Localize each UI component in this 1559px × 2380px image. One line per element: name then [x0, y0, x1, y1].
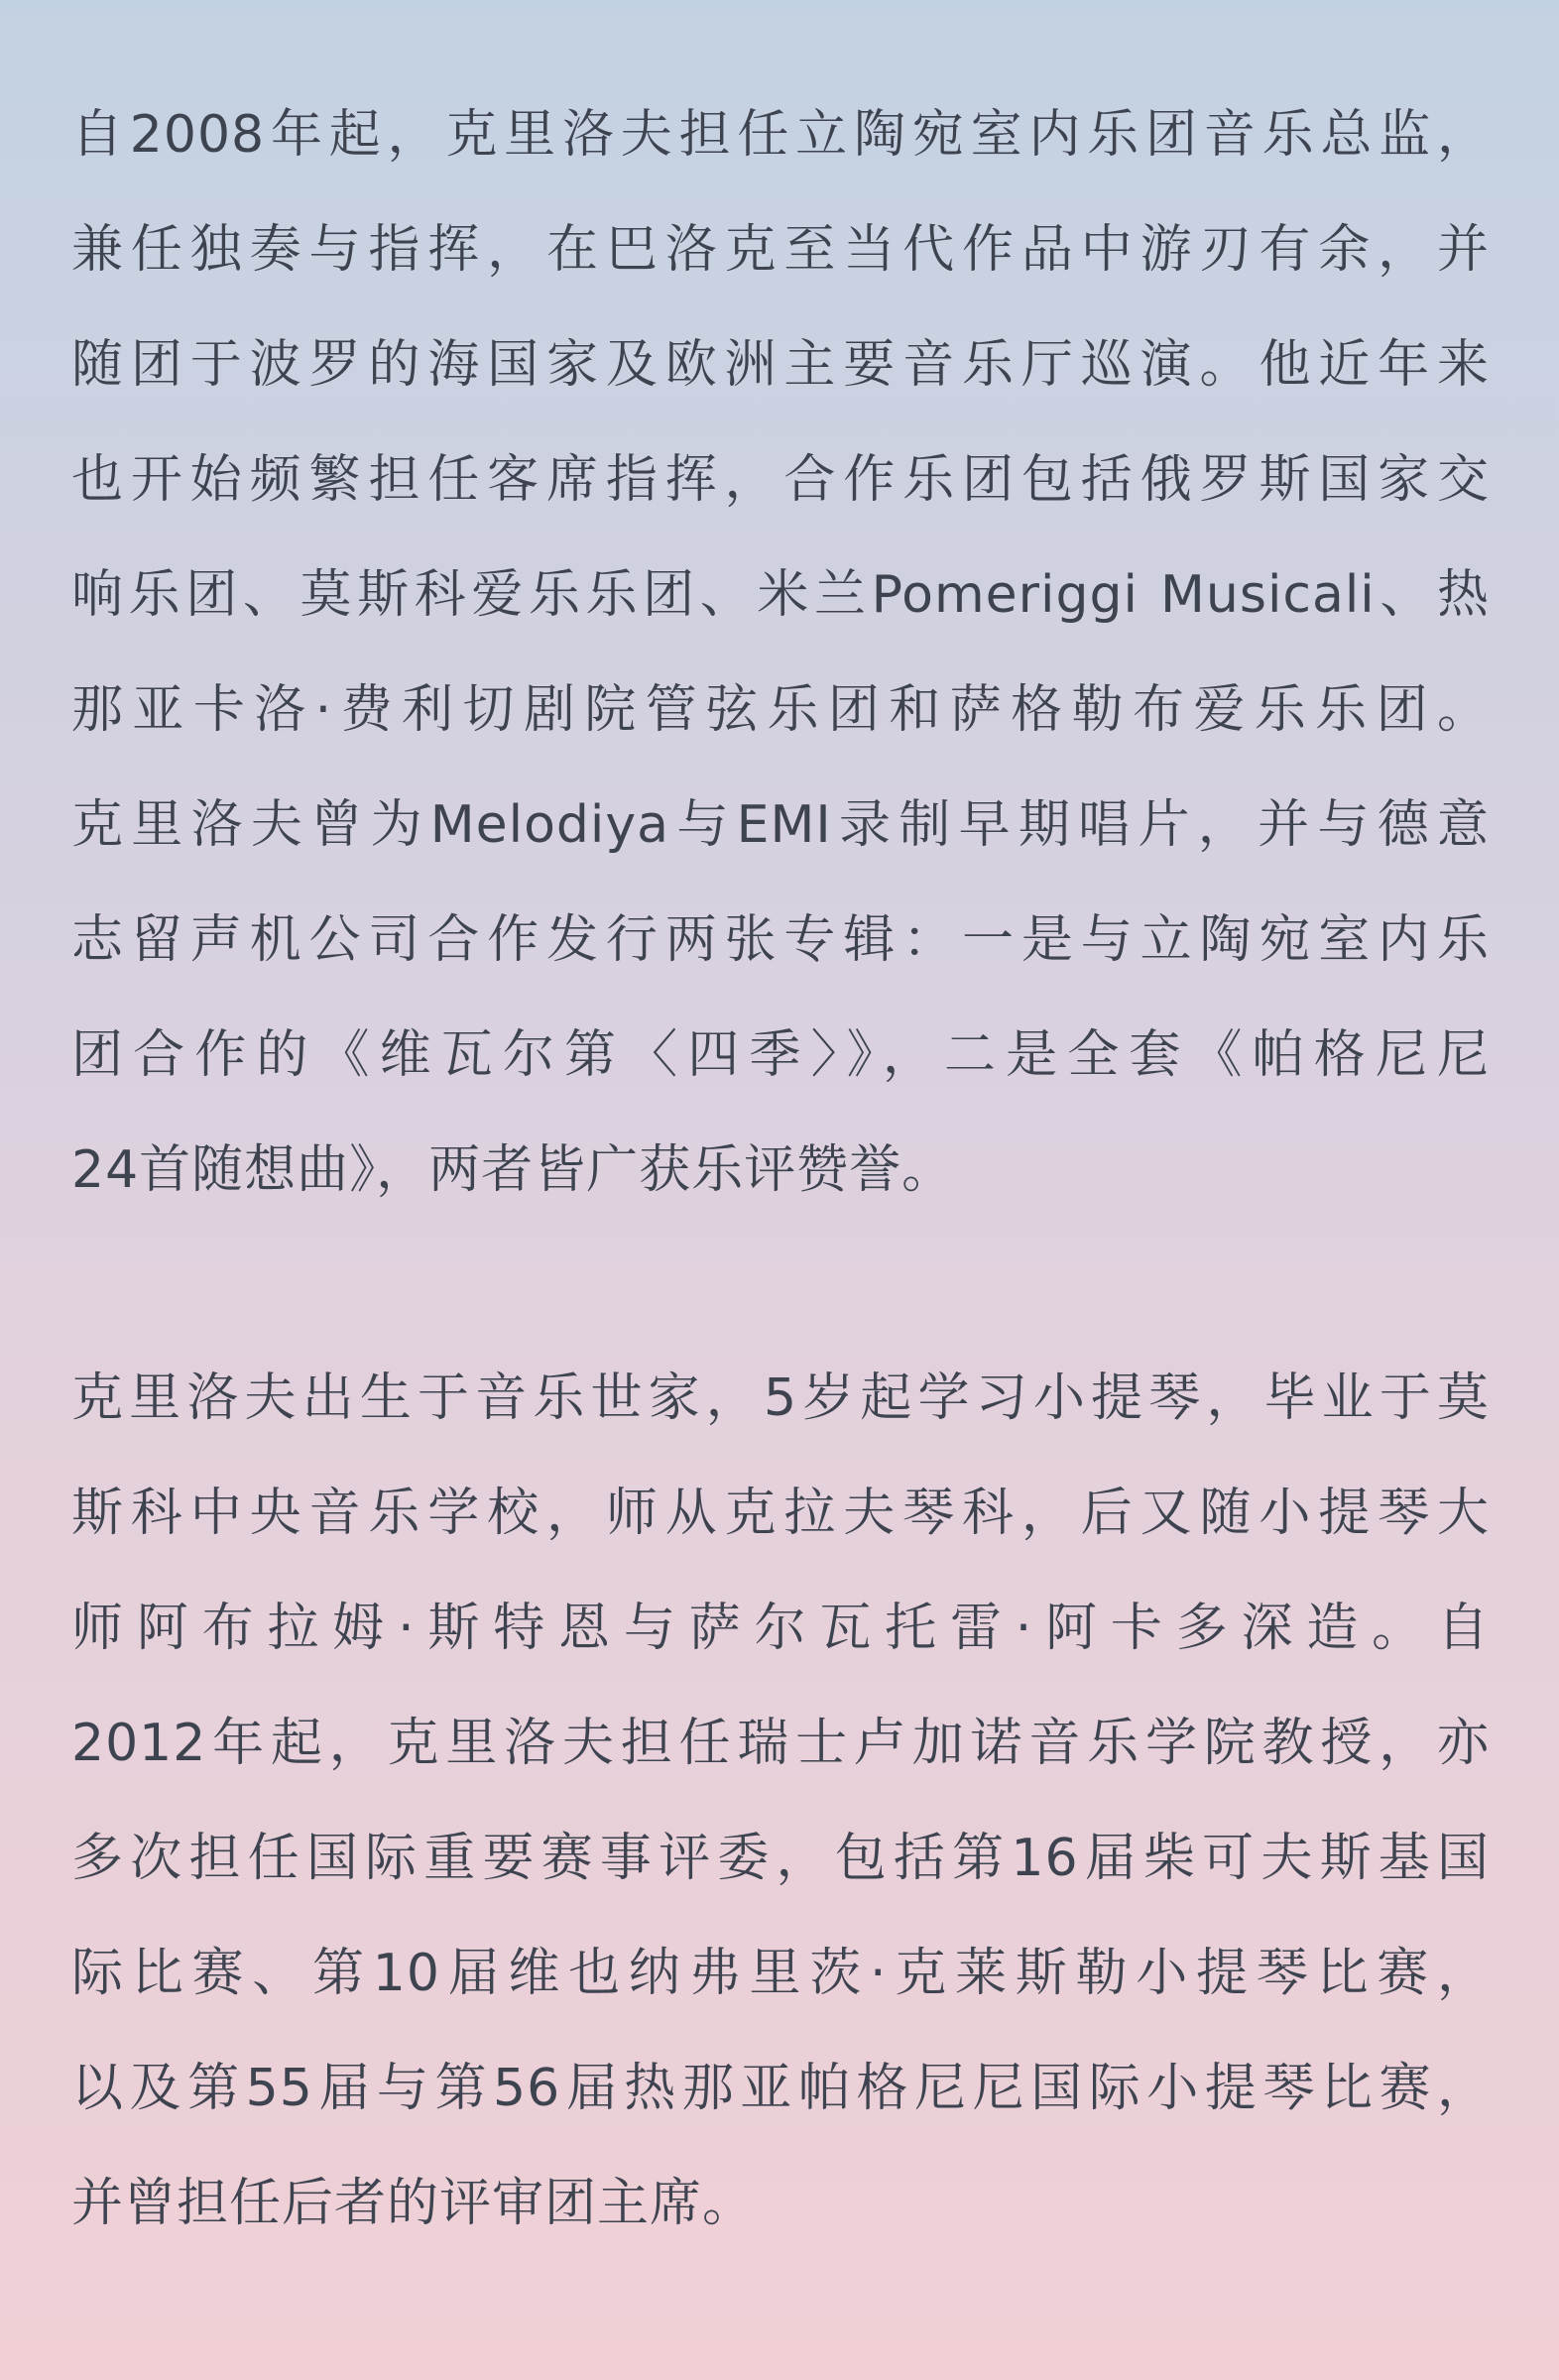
paragraph-background	[71, 1341, 1490, 2261]
text-line: 响乐团、莫斯科爱乐乐团、米兰Pomeriggi Musicali、热	[71, 565, 1490, 625]
text-line: 也开始频繁担任客席指挥，合作乐团包括俄罗斯国家交	[71, 450, 1490, 510]
text-line: 克里洛夫曾为Melodiya与EMI录制早期唱片，并与德意	[71, 795, 1490, 855]
text-line: 兼任独奏与指挥，在巴洛克至当代作品中游刃有余，并	[71, 220, 1490, 280]
paragraph-career	[71, 77, 1490, 1228]
text-line: 2012年起，克里洛夫担任瑞士卢加诺音乐学院教授，亦	[71, 1714, 1490, 1773]
text-line: 随团于波罗的海国家及欧洲主要音乐厅巡演。他近年来	[71, 335, 1490, 395]
text-line: 克里洛夫出生于音乐世家，5岁起学习小提琴，毕业于莫	[71, 1368, 1490, 1428]
text-line: 以及第55届与第56届热那亚帕格尼尼国际小提琴比赛，	[71, 2059, 1490, 2118]
text-line: 自2008年起，克里洛夫担任立陶宛室内乐团音乐总监，	[71, 105, 1490, 165]
text-line: 24首随想曲》，两者皆广获乐评赞誉。	[71, 1140, 955, 1200]
text-line: 际比赛、第10届维也纳弗里茨·克莱斯勒小提琴比赛，	[71, 1944, 1490, 2003]
text-line: 师阿布拉姆·斯特恩与萨尔瓦托雷·阿卡多深造。自	[71, 1599, 1490, 1658]
text-line: 多次担任国际重要赛事评委，包括第16届柴可夫斯基国	[71, 1829, 1490, 1888]
text-line: 那亚卡洛·费利切剧院管弦乐团和萨格勒布爱乐乐团。	[71, 680, 1490, 740]
text-line: 斯科中央音乐学校，师从克拉夫琴科，后又随小提琴大	[71, 1484, 1490, 1543]
text-line: 志留声机公司合作发行两张专辑：一是与立陶宛室内乐	[71, 910, 1490, 970]
text-line: 并曾担任后者的评审团主席。	[71, 2174, 756, 2233]
text-line: 团合作的《维瓦尔第〈四季〉》，二是全套《帕格尼尼	[71, 1025, 1490, 1085]
